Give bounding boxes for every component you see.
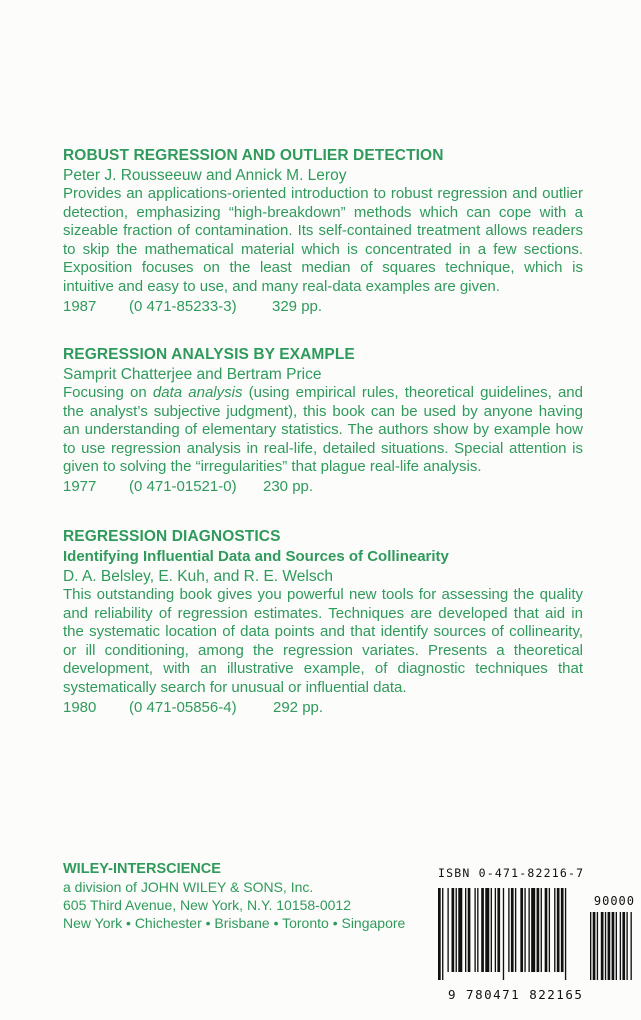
addon-bar [626,912,627,980]
addon-bar [605,912,606,980]
barcode-bar [442,888,443,980]
barcode-bar [474,888,475,972]
barcode-bar [481,888,484,972]
barcode-bar [537,888,540,972]
barcode-bar [458,888,462,972]
barcode-bar [456,888,457,972]
barcode-bar [541,888,542,972]
book-isbn: (0 471-85233-3) [129,297,237,315]
barcode-bar [452,888,455,972]
book-isbn: (0 471-01521-0) [129,477,237,495]
addon-bar [622,912,625,980]
barcode-bar [545,888,548,972]
publisher-division: a division of JOHN WILEY & SONS, Inc. [63,879,314,895]
book-year: 1987 [63,297,97,315]
publisher-name: WILEY-INTERSCIENCE [63,861,221,877]
barcode-bar [528,888,529,972]
publisher-cities: New York • Chichester • Brisbane • Toronto • Singapore [63,915,406,931]
barcode-bar [468,888,471,972]
book-authors: Peter J. Rousseeuw and Annick M. Leroy [63,167,347,184]
description-part: Focusing on [63,384,153,401]
description-emphasis: data analysis [152,384,243,401]
book-pages: 329 pp. [272,297,323,315]
book-meta [63,297,583,316]
book-pages: 292 pp. [273,698,324,716]
ean-number: 9 780471 822165 [448,987,584,1002]
book-isbn: (0 471-05856-4) [129,698,237,716]
addon-bar [593,912,596,980]
book-title: REGRESSION ANALYSIS BY EXAMPLE [63,346,355,363]
barcode-bar [565,888,566,980]
book-description [63,384,583,477]
barcode-bar [520,888,523,972]
publisher-address: 605 Third Avenue, New York, N.Y. 10158-0012 [63,897,351,913]
book-authors: Samprit Chatterjee and Bertram Price [63,366,322,383]
barcode-bar [508,888,509,972]
barcode-bar [524,888,525,972]
addon-bar [601,912,604,980]
addon-bar [616,912,617,980]
book-authors: D. A. Belsley, E. Kuh, and R. E. Welsch [63,568,333,585]
barcode-bar [465,888,466,972]
barcode-bar [491,888,492,972]
book-entry-regression-analysis [63,345,583,496]
book-description: Provides an applications-oriented introduction to robust regression and outlier detection, emphasizing “high-breakdown” methods which can cope with a sizeable fraction of contamination. Its self-contained treatment allows readers to skip the mathematical material which is concentrated in a few sections. Exposition focuses on the least median of squares technique, which is intuitive and easy to use, and many real-data examples are given. [63,185,583,295]
book-subtitle: Identifying Influential Data and Sources of Collinearity [63,548,449,565]
book-year: 1980 [63,698,97,716]
barcode-bar [515,888,516,972]
book-title: REGRESSION DIAGNOSTICS [63,528,281,545]
book-description: This outstanding book gives you powerful new tools for assessing the quality and reliability of regression estimates. Techniques are developed that aid in the systematic location of data points and that identify sources of collinearity, or ill conditioning, among the regression variates. Presents a theoretical development, with an illustrative example, of diagnostic techniques that systematically search for unusual or influential data. [63,586,583,696]
barcode-bar [503,888,504,980]
barcode-bar [557,888,560,972]
barcode-bar [477,888,478,972]
addon-bar [620,912,621,980]
book-meta [63,698,583,717]
book-meta [63,477,583,496]
book-entry-robust-regression [63,146,583,316]
barcode-bar [497,888,500,972]
barcode-bar [495,888,496,972]
addon-bar [631,912,632,980]
barcode-bar [549,888,550,972]
barcode-bar [511,888,514,972]
addon-bar [590,912,591,980]
barcode-bar [447,888,448,972]
isbn-label: ISBN 0-471-82216-7 [438,866,585,880]
book-year: 1977 [63,477,97,495]
barcode-bar [554,888,555,972]
book-pages: 230 pp. [263,477,314,495]
addon-bar [608,912,611,980]
description-part: (using empirical rules, theoretical guidelines, and the analyst’s subjective judgment), this book can be used by anyone having an understanding of elementary statistics. The authors show by example how to use regression analysis in real-life, detailed situations. Special attention is given to solving the “irregularities” that plague real-life analysis. [63,384,583,476]
price-code: 90000 [593,894,635,908]
barcode-bar [531,888,535,972]
barcode [434,864,639,1004]
barcode-bar [485,888,489,972]
addon-bar [597,912,598,980]
publisher-block [63,860,405,932]
book-entry-regression-diagnostics [63,527,583,717]
book-title: ROBUST REGRESSION AND OUTLIER DETECTION [63,147,444,164]
barcode-bar [438,888,441,980]
addon-bar [612,912,615,980]
barcode-bar [561,888,564,972]
